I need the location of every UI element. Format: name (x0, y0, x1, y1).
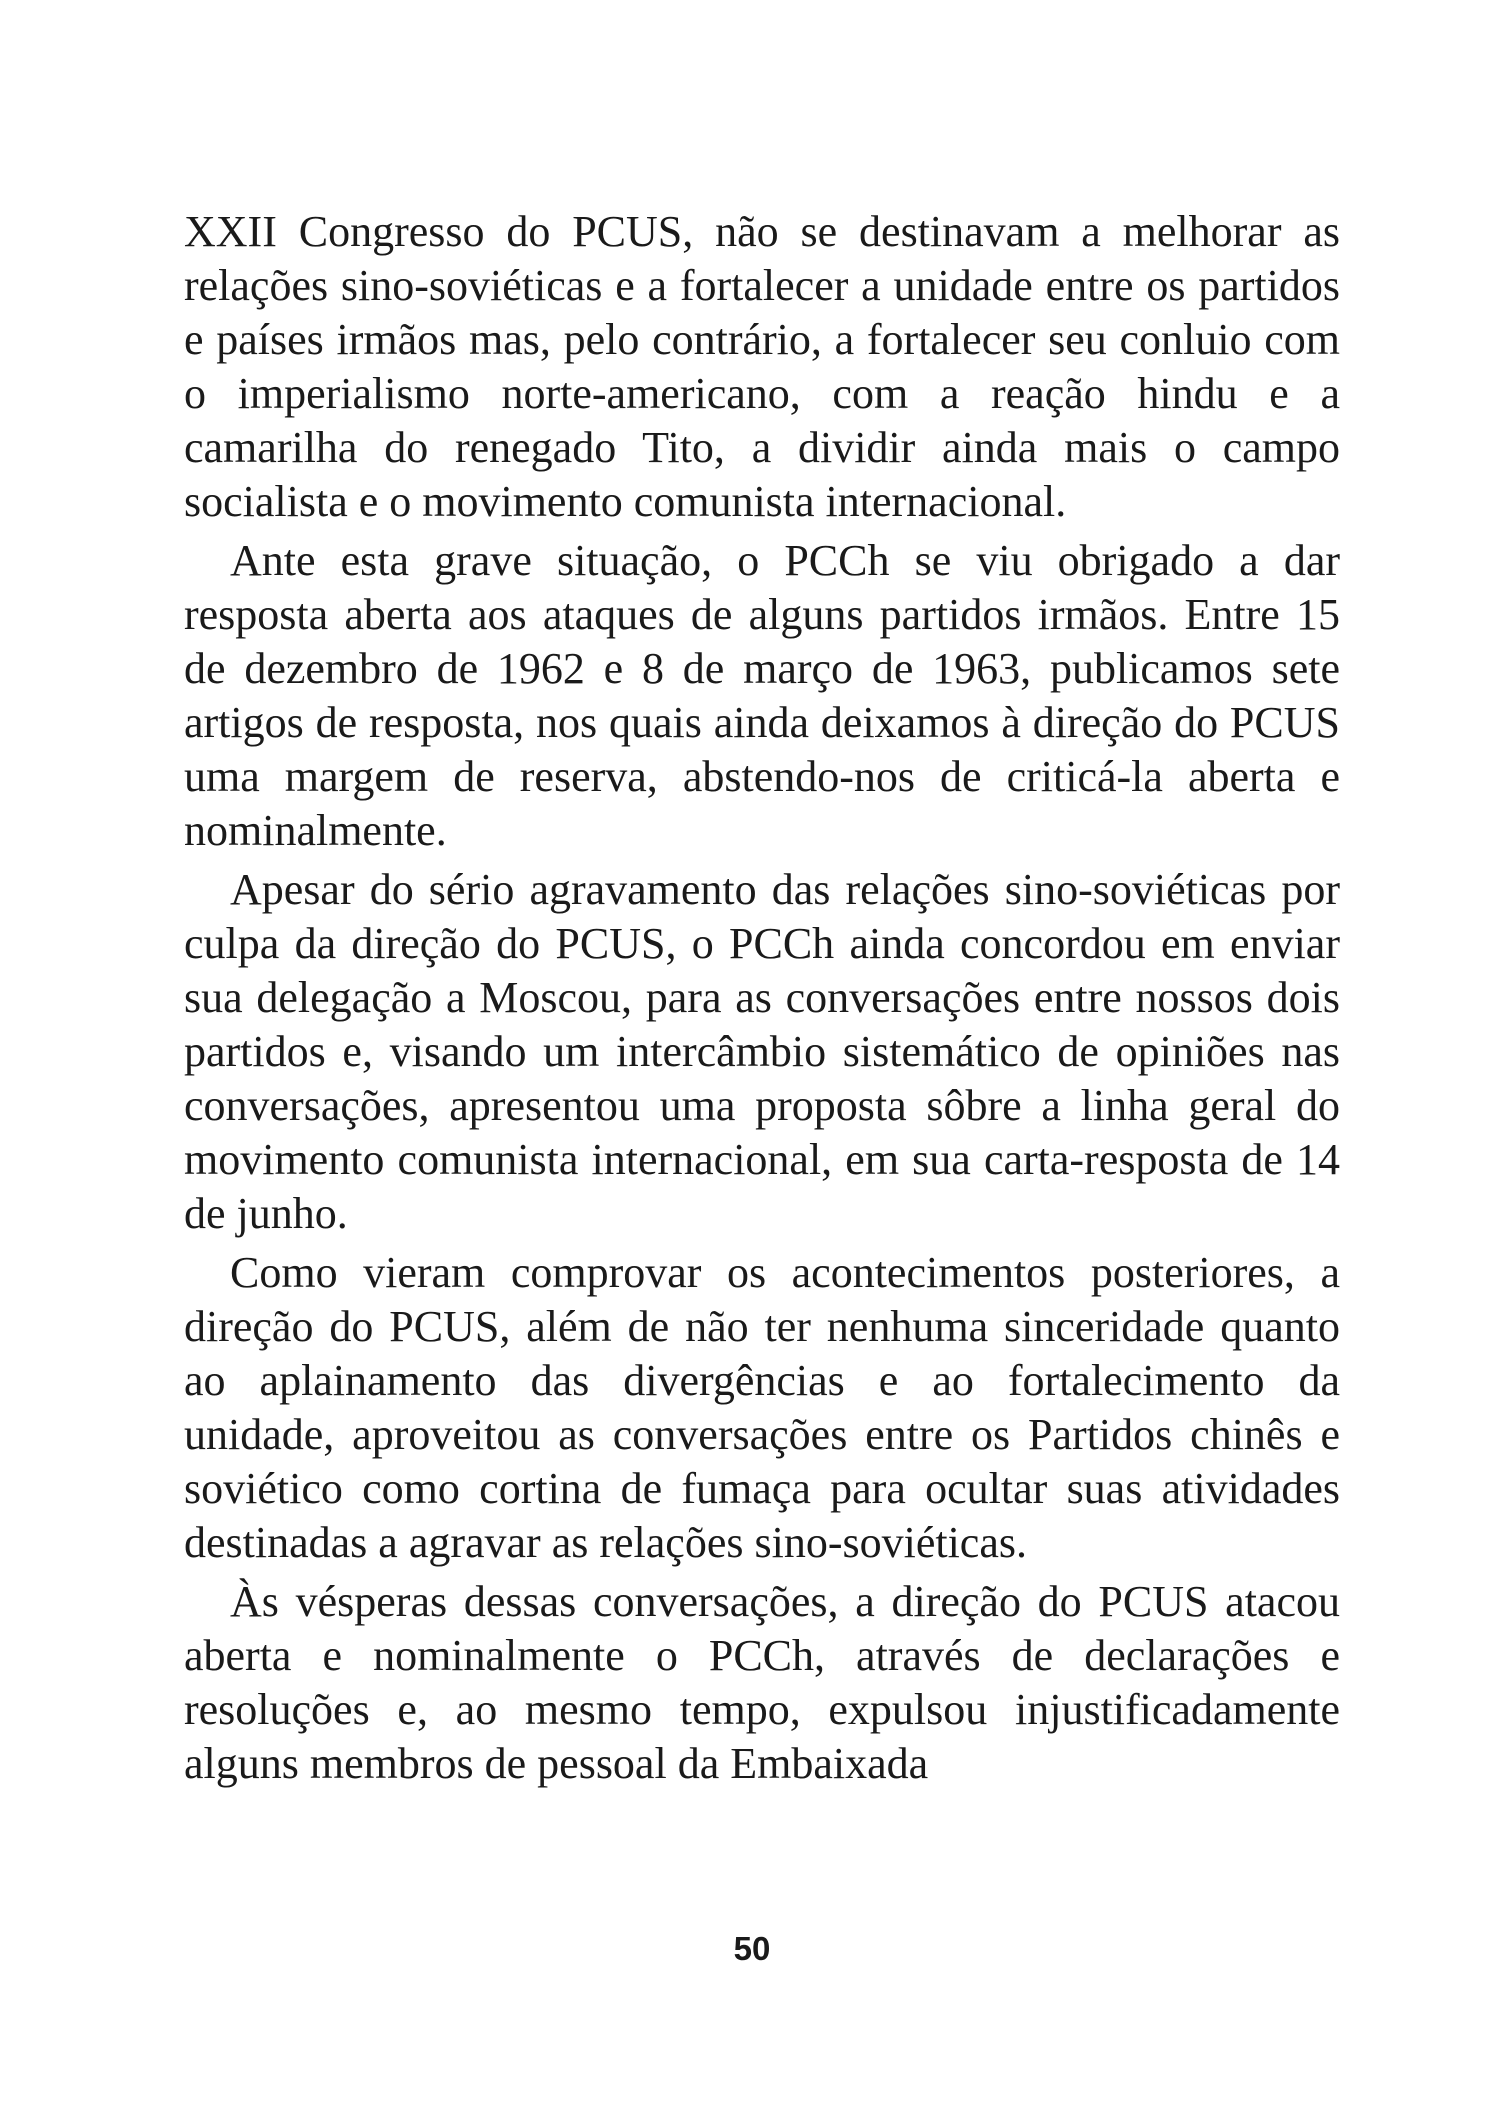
page-number: 50 (733, 1930, 771, 1967)
paragraph-5: Às vésperas dessas conversações, a direção do PCUS atacou aberta e nominalmente o PCCh, através de declarações e resoluções e, ao mesmo tempo, expulsou injustificadamente alguns membros de pessoal da Embaixada (184, 1577, 1340, 1788)
paragraph-4: Como vieram comprovar os acontecimentos posteriores, a direção do PCUS, além de não ter nenhuma sinceridade quanto ao aplainamento das divergências e ao fortalecimento da unidade, aproveitou as conversações entre os Partidos chinês e soviético como cortina de fumaça para ocultar suas atividades destinadas a agravar as relações sino-soviéticas. (184, 1248, 1340, 1567)
page-body-text (184, 205, 1340, 1791)
paragraph-1: XXII Congresso do PCUS, não se destinavam a melhorar as relações sino-soviéticas e a fortalecer a unidade entre os partidos e países irmãos mas, pelo contrário, a fortalecer seu conluio com o imperialismo norte-americano, com a reação hindu e a camarilha do renegado Tito, a dividir ainda mais o campo socialista e o movimento comunista internacional. (184, 207, 1340, 526)
paragraph-2: Ante esta grave situação, o PCCh se viu obrigado a dar resposta aberta aos ataques de alguns partidos irmãos. Entre 15 de dezembro de 1962 e 8 de março de 1963, publicamos sete artigos de resposta, nos quais ainda deixamos à direção do PCUS uma margem de reserva, abstendo-nos de criticá-la aberta e nominalmente. (184, 536, 1340, 855)
paragraph-3: Apesar do sério agravamento das relações sino-soviéticas por culpa da direção do PCUS, o PCCh ainda concordou em enviar sua delegação a Moscou, para as conversações entre nossos dois partidos e, visando um intercâmbio sistemático de opiniões nas conversações, apresentou uma proposta sôbre a linha geral do movimento comunista internacional, em sua carta-resposta de 14 de junho. (184, 865, 1340, 1238)
